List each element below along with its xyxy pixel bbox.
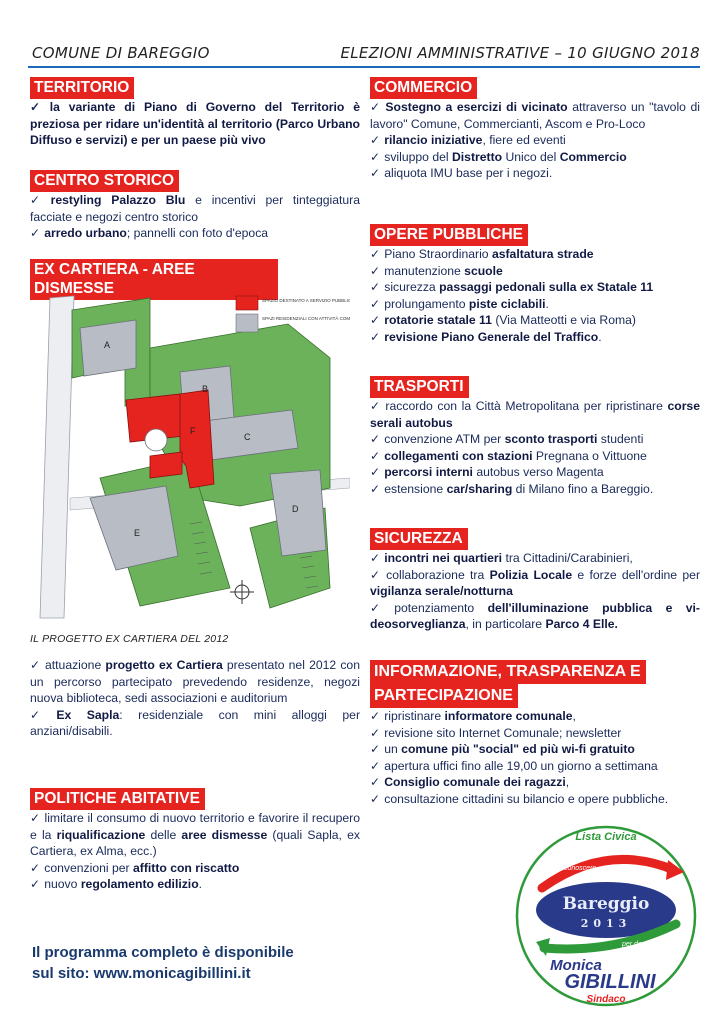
ex-cartiera-map: [30, 288, 350, 620]
section-informazione: [370, 660, 704, 808]
section-opere-pubbliche: [370, 224, 700, 346]
building-label-d: D: [292, 504, 299, 514]
list-item: ✓ sicurezza passaggi pedonali sulla ex Statale 11: [370, 280, 654, 295]
check-icon: ✓: [370, 775, 381, 790]
check-icon: ✓: [370, 133, 381, 148]
legend-residential-label: SPAZI RESIDENZIALI CON ATTIVITÀ COM: [262, 316, 350, 321]
section-title: COMMERCIO: [370, 77, 477, 99]
list-item: ✓ sviluppo del Distretto Unico del Commercio: [370, 149, 627, 164]
list-item: ✓ Sostegno a esercizi di vicinato attraverso un "tavolo di lavoro" Comune, Commercianti, Ascom e Pro-Loco: [370, 100, 701, 131]
list-item: ✓ collegamenti con stazioni Pregnana o Vittuone: [370, 448, 647, 463]
check-icon: ✓: [370, 481, 381, 496]
list-item: ✓ rotatorie statale 11 (Via Matteotti e via Roma): [370, 313, 636, 328]
map-caption: IL PROGETTO EX CARTIERA DEL 2012: [30, 633, 229, 645]
list-item: ✓ rilancio iniziative, fiere ed eventi: [370, 133, 566, 148]
list-item: ✓ prolungamento piste ciclabili.: [370, 296, 549, 311]
check-icon: ✓: [370, 600, 391, 615]
check-icon: ✓: [30, 877, 41, 892]
section-title: TERRITORIO: [30, 77, 134, 99]
check-icon: ✓: [30, 860, 41, 875]
check-icon: ✓: [370, 448, 381, 463]
check-icon: ✓: [370, 567, 383, 582]
check-icon: ✓: [370, 399, 382, 413]
list-item: ✓ apertura uffici fino alle 19,00 un giorno a settimana: [370, 758, 658, 773]
building-label-b: B: [202, 384, 209, 394]
section-title-line-2: PARTECIPAZIONE: [370, 684, 518, 708]
section-title: EX CARTIERA - AREE DISMESSE: [30, 259, 278, 300]
list-item: ✓ incontri nei quartieri tra Cittadini/Carabinieri,: [370, 551, 633, 565]
list-item: ✓ Ex Sapla: residenziale con mini alloggi per anziani/disabili.: [30, 707, 360, 739]
list-item: ✓ collaborazione tra Polizia Locale e forze dell'ordine per vigilanza serale/notturna: [370, 567, 700, 599]
logo-role-text: Sindaco: [586, 994, 626, 1005]
section-title: SICUREZZA: [370, 528, 468, 550]
check-icon: ✓: [370, 149, 381, 164]
page-header: [28, 40, 700, 68]
map-drawing: [30, 288, 350, 620]
check-icon: ✓: [370, 791, 381, 806]
list-item: ✓ manutenzione scuole: [370, 263, 503, 278]
check-icon: ✓: [370, 742, 381, 757]
logo-graphic: [514, 824, 698, 1008]
footer-line-1: Il programma completo è disponibile: [32, 944, 294, 961]
check-icon: ✓: [30, 658, 41, 672]
check-icon: ✓: [370, 758, 381, 773]
building-label-c: C: [244, 432, 251, 442]
section-trasporti: [370, 376, 700, 498]
list-item: ✓ potenziamento dell'illuminazione pubblica e vi-deosorveglianza, in particolare Parco 4 Elle.: [370, 600, 700, 632]
list-item: ✓ revisione sito Internet Comunale; newsletter: [370, 725, 622, 740]
list-item: ✓ raccordo con la Città Metropolitana per ripristinare corse serali autobus: [370, 399, 700, 430]
list-item: ✓ Consiglio comunale dei ragazzi,: [370, 775, 570, 790]
header-election: ELEZIONI AMMINISTRATIVE – 10 GIUGNO 2018: [340, 44, 700, 62]
list-item: ✓ estensione car/sharing di Milano fino a Bareggio.: [370, 481, 654, 496]
check-icon: ✓: [30, 707, 53, 722]
check-icon: ✓: [30, 193, 47, 207]
list-item: ✓ la variante di Piano di Governo del Territorio è preziosa per ridare un'identità al territorio (Parco Urbano Diffuso e servizi) e per un paese più vivo: [30, 100, 361, 148]
building-label-a: A: [104, 340, 111, 350]
program-link-text: [32, 942, 294, 984]
logo-name-text: Bareggio: [562, 894, 650, 914]
section-title: CENTRO STORICO: [30, 170, 179, 192]
section-commercio: [370, 77, 700, 182]
check-icon: ✓: [370, 280, 381, 295]
check-icon: ✓: [370, 100, 382, 114]
list-item: ✓ Piano Straordinario asfaltatura strade: [370, 247, 594, 261]
list-item: ✓ consultazione cittadini su bilancio e opere pubbliche.: [370, 791, 669, 806]
compass-icon: [230, 580, 254, 604]
building-label-e: E: [134, 528, 141, 538]
list-item: ✓ percorsi interni autobus verso Magenta: [370, 465, 604, 480]
section-title: INFORMAZIONE, TRASPARENZA E: [370, 660, 646, 684]
list-item: ✓ convenzioni per affitto con riscatto: [30, 860, 240, 875]
list-item: ✓ arredo urbano; pannelli con foto d'epoca: [30, 226, 269, 241]
logo-arc-text-2: per decidere: [622, 941, 661, 948]
list-item: ✓ restyling Palazzo Blu e incentivi per tinteggiatura facciate e negozi centro storico: [30, 193, 360, 224]
list-item: ✓ ripristinare informatore comunale,: [370, 709, 576, 723]
logo-candidate-first: Monica: [550, 957, 602, 974]
check-icon: ✓: [370, 709, 381, 723]
list-item: ✓ aliquota IMU base per i negozi.: [370, 166, 553, 181]
logo-arc-text-1: conoscere: [564, 865, 597, 872]
footer-line-2[interactable]: sul sito: www.monicagibillini.it: [32, 965, 251, 982]
list-item: ✓ attuazione progetto ex Cartiera presentato nel 2012 con un percorso partecipato prevedendo residenze, negozi nuova biblioteca, sedi associazioni e auditorium: [30, 658, 360, 706]
list-item: ✓ convenzione ATM per sconto trasporti studenti: [370, 432, 644, 447]
check-icon: ✓: [30, 100, 46, 114]
check-icon: ✓: [370, 725, 381, 740]
check-icon: ✓: [370, 247, 381, 261]
list-item: ✓ un comune più "social" ed più wi-fi gratuito: [370, 742, 635, 757]
list-item: ✓ nuovo regolamento edilizio.: [30, 877, 203, 892]
section-ex-cartiera-items: [30, 657, 360, 740]
check-icon: ✓: [370, 296, 381, 311]
list-item: ✓ revisione Piano Generale del Traffico.: [370, 329, 602, 344]
building-label-f: F: [190, 426, 196, 436]
check-icon: ✓: [30, 811, 41, 825]
lista-civica-logo: [514, 824, 698, 1008]
check-icon: ✓: [370, 432, 381, 447]
section-title: POLITICHE ABITATIVE: [30, 788, 205, 810]
section-territorio: [30, 77, 360, 149]
logo-candidate-last: GIBILLINI: [564, 971, 656, 993]
logo-top-text: Lista Civica: [575, 831, 637, 843]
check-icon: ✓: [370, 329, 381, 344]
section-politiche-abitative: [30, 788, 360, 893]
list-item: ✓ limitare il consumo di nuovo territorio e favorire il recupero e la riqualificazione delle aree dismesse (quali Sapla, ex Cartiera, ex Alma, ecc.): [30, 811, 360, 859]
legend-public-label: SPAZIO DESTINATO A SERVIZIO PUBBLICO: [262, 298, 350, 303]
section-sicurezza: [370, 528, 700, 633]
header-municipality: COMUNE DI BAREGGIO: [32, 44, 210, 62]
section-title: TRASPORTI: [370, 376, 469, 398]
section-centro-storico: [30, 170, 360, 242]
logo-year-text: 2013: [580, 917, 632, 930]
check-icon: ✓: [370, 465, 381, 480]
check-icon: ✓: [370, 551, 381, 565]
check-icon: ✓: [370, 166, 381, 181]
check-icon: ✓: [30, 226, 41, 241]
section-title: OPERE PUBBLICHE: [370, 224, 528, 246]
check-icon: ✓: [370, 263, 381, 278]
check-icon: ✓: [370, 313, 381, 328]
